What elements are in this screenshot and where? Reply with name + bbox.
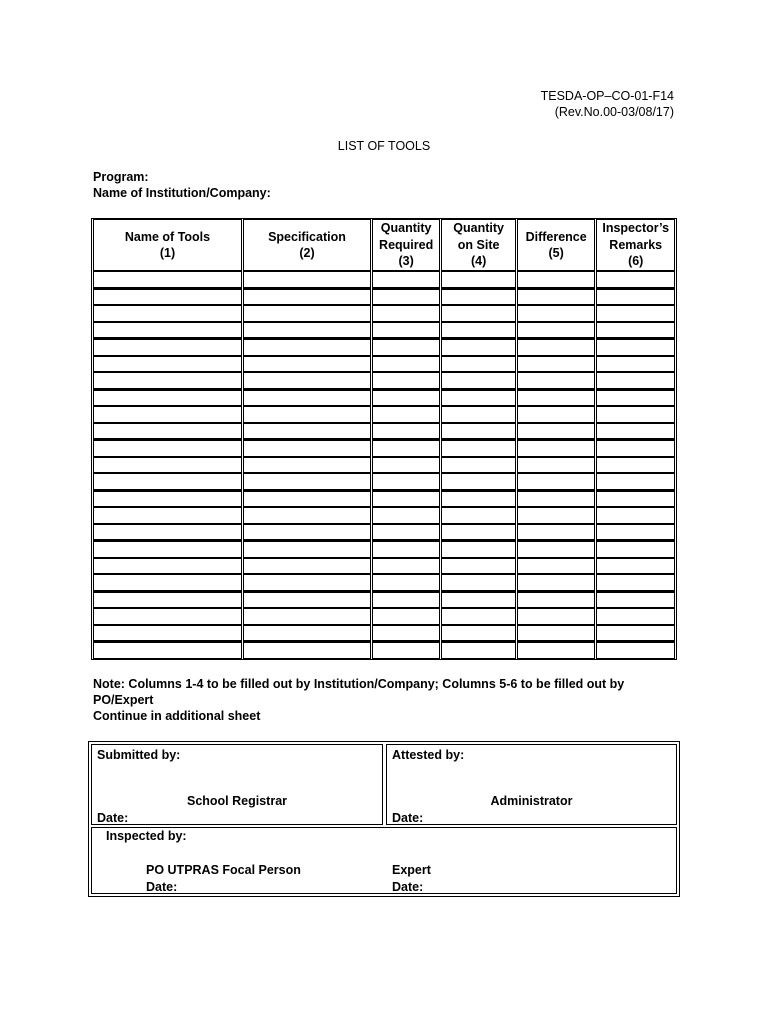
table-cell[interactable] — [596, 608, 675, 625]
table-cell[interactable] — [372, 322, 440, 339]
table-cell[interactable] — [372, 439, 440, 457]
table-cell[interactable] — [93, 372, 242, 389]
po-date-label: Date: — [146, 880, 178, 894]
table-cell[interactable] — [441, 457, 516, 474]
table-cell[interactable] — [517, 305, 596, 322]
table-cell[interactable] — [243, 490, 371, 508]
table-cell[interactable] — [596, 591, 675, 609]
form-code: TESDA-OP–CO-01-F14 — [540, 89, 674, 103]
column-header-difference: Difference (5) — [517, 219, 596, 271]
table-cell[interactable] — [441, 305, 516, 322]
table-cell[interactable] — [517, 439, 596, 457]
table-cell[interactable] — [372, 524, 440, 541]
table-cell[interactable] — [93, 574, 242, 591]
table-cell[interactable] — [372, 372, 440, 389]
table-cell[interactable] — [441, 558, 516, 575]
table-cell[interactable] — [517, 473, 596, 490]
table-cell[interactable] — [243, 625, 371, 642]
table-row — [93, 406, 675, 423]
table-cell[interactable] — [372, 540, 440, 558]
table-cell[interactable] — [243, 406, 371, 423]
column-header-specification: Specification (2) — [243, 219, 371, 271]
table-cell[interactable] — [596, 439, 675, 457]
table-row — [93, 423, 675, 440]
page-title: LIST OF TOOLS — [337, 139, 431, 153]
table-cell[interactable] — [517, 389, 596, 407]
form-code-block — [541, 88, 674, 120]
table-cell[interactable] — [441, 406, 516, 423]
table-row — [93, 625, 675, 642]
table-cell[interactable] — [517, 574, 596, 591]
table-cell[interactable] — [93, 608, 242, 625]
table-cell[interactable] — [93, 473, 242, 490]
table-cell[interactable] — [441, 608, 516, 625]
table-cell[interactable] — [517, 490, 596, 508]
table-cell[interactable] — [93, 507, 242, 524]
table-cell[interactable] — [517, 524, 596, 541]
table-cell[interactable] — [93, 439, 242, 457]
table-cell[interactable] — [243, 540, 371, 558]
attested-date-label: Date: — [392, 811, 424, 825]
table-row — [93, 372, 675, 389]
table-cell[interactable] — [596, 356, 675, 373]
expert-date-label: Date: — [392, 880, 424, 894]
table-cell[interactable] — [441, 625, 516, 642]
table-cell[interactable] — [243, 372, 371, 389]
table-cell[interactable] — [243, 389, 371, 407]
table-cell[interactable] — [93, 524, 242, 541]
table-cell[interactable] — [372, 641, 440, 659]
table-cell[interactable] — [93, 322, 242, 339]
table-cell[interactable] — [441, 271, 516, 288]
table-cell[interactable] — [517, 625, 596, 642]
table-cell[interactable] — [441, 473, 516, 490]
table-cell[interactable] — [93, 625, 242, 642]
table-cell[interactable] — [243, 591, 371, 609]
table-cell[interactable] — [517, 423, 596, 440]
table-cell[interactable] — [596, 305, 675, 322]
table-cell[interactable] — [243, 457, 371, 474]
table-cell[interactable] — [243, 356, 371, 373]
table-cell[interactable] — [441, 574, 516, 591]
table-cell[interactable] — [517, 641, 596, 659]
table-cell[interactable] — [517, 356, 596, 373]
table-cell[interactable] — [517, 271, 596, 288]
table-cell[interactable] — [441, 591, 516, 609]
table-row — [93, 608, 675, 625]
signature-box — [88, 741, 680, 897]
table-cell[interactable] — [596, 473, 675, 490]
table-cell[interactable] — [441, 322, 516, 339]
table-cell[interactable] — [93, 356, 242, 373]
table-row — [93, 439, 675, 457]
school-registrar-label: School Registrar — [186, 794, 288, 808]
table-cell[interactable] — [372, 305, 440, 322]
table-cell[interactable] — [441, 288, 516, 306]
column-header-quantity-required: Quantity Required (3) — [372, 219, 440, 271]
table-cell[interactable] — [243, 423, 371, 440]
table-row — [93, 490, 675, 508]
table-cell[interactable] — [517, 457, 596, 474]
table-cell[interactable] — [372, 473, 440, 490]
submitted-date-label: Date: — [97, 811, 129, 825]
column-header-inspectors-remarks: Inspector’s Remarks (6) — [596, 219, 675, 271]
table-cell[interactable] — [372, 490, 440, 508]
form-fields — [93, 169, 271, 201]
table-cell[interactable] — [517, 591, 596, 609]
table-cell[interactable] — [596, 558, 675, 575]
revision-number: (Rev.No.00-03/08/17) — [554, 105, 674, 119]
attested-by-label: Attested by: — [392, 748, 465, 762]
table-cell[interactable] — [441, 338, 516, 356]
table-cell[interactable] — [93, 338, 242, 356]
institution-label: Name of Institution/Company: — [93, 186, 271, 200]
table-cell[interactable] — [372, 338, 440, 356]
table-cell[interactable] — [372, 389, 440, 407]
table-row — [93, 288, 675, 306]
table-cell[interactable] — [372, 406, 440, 423]
table-cell[interactable] — [372, 608, 440, 625]
submitted-by-cell — [91, 744, 383, 825]
table-cell[interactable] — [441, 423, 516, 440]
table-row — [93, 591, 675, 609]
table-cell[interactable] — [243, 641, 371, 659]
table-cell[interactable] — [243, 439, 371, 457]
table-cell[interactable] — [596, 423, 675, 440]
table-cell[interactable] — [372, 288, 440, 306]
table-row — [93, 457, 675, 474]
table-cell[interactable] — [596, 406, 675, 423]
table-cell[interactable] — [243, 574, 371, 591]
table-cell[interactable] — [93, 591, 242, 609]
table-cell[interactable] — [93, 288, 242, 306]
table-row — [93, 389, 675, 407]
administrator-label: Administrator — [490, 794, 573, 808]
expert-label: Expert — [392, 863, 431, 877]
table-row — [93, 305, 675, 322]
table-cell[interactable] — [517, 406, 596, 423]
submitted-by-label: Submitted by: — [97, 748, 181, 762]
table-row — [93, 558, 675, 575]
table-cell[interactable] — [441, 490, 516, 508]
table-cell[interactable] — [243, 271, 371, 288]
table-cell[interactable] — [517, 558, 596, 575]
table-cell[interactable] — [596, 574, 675, 591]
table-cell[interactable] — [372, 591, 440, 609]
table-cell[interactable] — [372, 574, 440, 591]
table-row — [93, 356, 675, 373]
table-cell[interactable] — [93, 406, 242, 423]
table-cell[interactable] — [243, 558, 371, 575]
program-label: Program: — [93, 170, 149, 184]
table-cell[interactable] — [517, 338, 596, 356]
table-cell[interactable] — [441, 372, 516, 389]
table-row — [93, 473, 675, 490]
inspected-by-cell — [91, 827, 677, 894]
continue-note: Continue in additional sheet — [93, 709, 261, 723]
table-row — [93, 540, 675, 558]
table-cell[interactable] — [596, 338, 675, 356]
table-row — [93, 574, 675, 591]
table-cell[interactable] — [517, 608, 596, 625]
table-cell[interactable] — [596, 507, 675, 524]
table-cell[interactable] — [93, 641, 242, 659]
table-cell[interactable] — [441, 641, 516, 659]
column-header-quantity-on-site: Quantity on Site (4) — [441, 219, 516, 271]
table-cell[interactable] — [243, 305, 371, 322]
table-cell[interactable] — [596, 271, 675, 288]
table-cell[interactable] — [517, 540, 596, 558]
table-cell[interactable] — [93, 305, 242, 322]
attested-by-cell — [386, 744, 677, 825]
po-focal-person-label: PO UTPRAS Focal Person — [146, 863, 301, 877]
column-header-name-of-tools: Name of Tools (1) — [93, 219, 242, 271]
table-cell[interactable] — [243, 338, 371, 356]
table-cell[interactable] — [243, 507, 371, 524]
table-row — [93, 338, 675, 356]
table-row — [93, 271, 675, 288]
table-row — [93, 507, 675, 524]
table-cell[interactable] — [93, 389, 242, 407]
tools-table — [91, 218, 677, 660]
table-row — [93, 524, 675, 541]
table-cell[interactable] — [372, 423, 440, 440]
table-row — [93, 641, 675, 659]
table-header-row — [93, 219, 675, 271]
table-cell[interactable] — [243, 608, 371, 625]
table-cell[interactable] — [93, 558, 242, 575]
table-cell[interactable] — [441, 524, 516, 541]
table-cell[interactable] — [93, 490, 242, 508]
table-cell[interactable] — [372, 457, 440, 474]
table-cell[interactable] — [596, 457, 675, 474]
table-cell[interactable] — [596, 288, 675, 306]
table-cell[interactable] — [596, 641, 675, 659]
table-cell[interactable] — [243, 288, 371, 306]
table-cell[interactable] — [93, 423, 242, 440]
table-cell[interactable] — [596, 625, 675, 642]
table-cell[interactable] — [372, 356, 440, 373]
table-cell[interactable] — [596, 490, 675, 508]
table-cell[interactable] — [372, 507, 440, 524]
table-row — [93, 322, 675, 339]
table-cell[interactable] — [441, 356, 516, 373]
note-line-continued: PO/Expert — [93, 693, 154, 707]
table-cell[interactable] — [596, 322, 675, 339]
table-cell[interactable] — [517, 322, 596, 339]
table-cell[interactable] — [596, 540, 675, 558]
table-cell[interactable] — [243, 322, 371, 339]
table-cell[interactable] — [93, 540, 242, 558]
table-cell[interactable] — [441, 507, 516, 524]
table-cell[interactable] — [372, 558, 440, 575]
table-cell[interactable] — [93, 271, 242, 288]
table-cell[interactable] — [441, 439, 516, 457]
table-cell[interactable] — [596, 389, 675, 407]
note-block — [93, 676, 653, 724]
table-cell[interactable] — [441, 540, 516, 558]
table-cell[interactable] — [372, 271, 440, 288]
table-cell[interactable] — [243, 524, 371, 541]
table-cell[interactable] — [243, 473, 371, 490]
table-cell[interactable] — [517, 288, 596, 306]
table-cell[interactable] — [517, 372, 596, 389]
table-cell[interactable] — [372, 625, 440, 642]
inspected-by-label: Inspected by: — [106, 829, 187, 843]
note-line: Note: Columns 1-4 to be filled out by Institution/Company; Columns 5-6 to be filled out by — [93, 677, 625, 691]
table-cell[interactable] — [596, 372, 675, 389]
table-cell[interactable] — [93, 457, 242, 474]
table-body — [93, 271, 675, 659]
table-cell[interactable] — [517, 507, 596, 524]
table-cell[interactable] — [441, 389, 516, 407]
table-cell[interactable] — [596, 524, 675, 541]
